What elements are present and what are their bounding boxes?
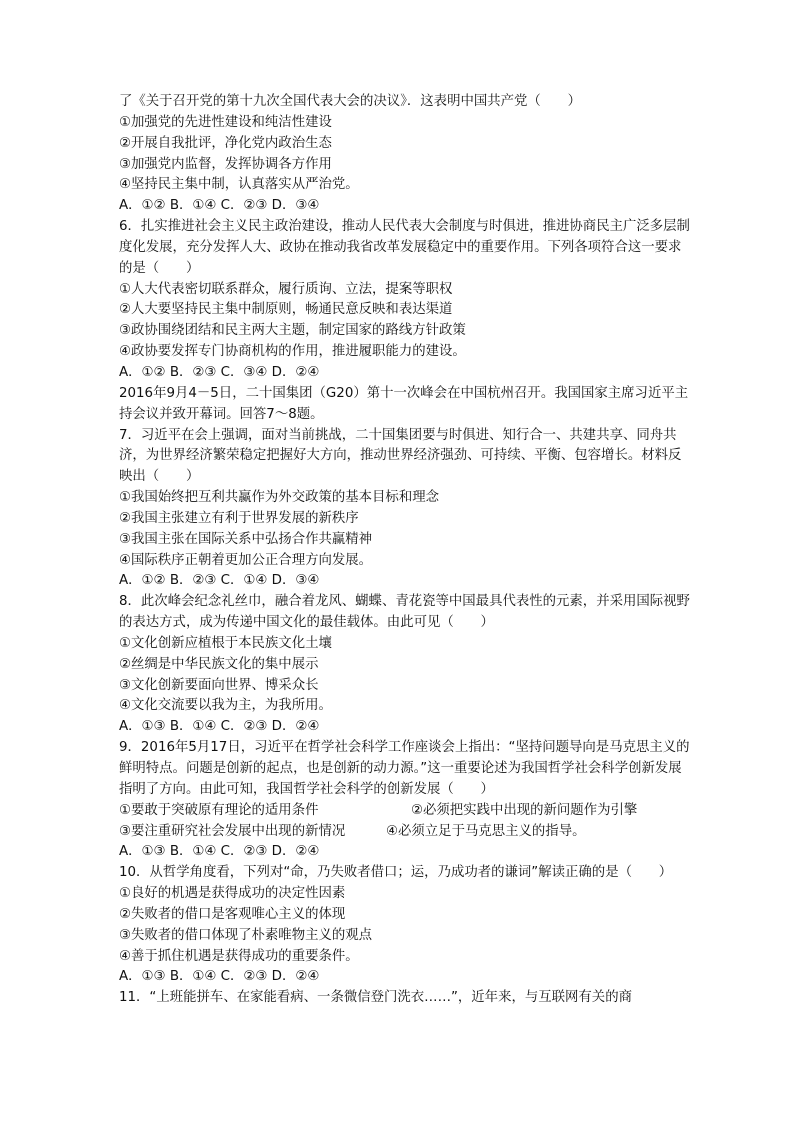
exam-page [119, 92, 691, 1009]
q8-option-3: ③文化创新要面向世界、博采众长 [119, 677, 319, 693]
q10-option-4: ④善于抓住机遇是获得成功的重要条件。 [119, 948, 359, 964]
q9-option-3: ③要注重研究社会发展中出现的新情况 [119, 823, 346, 839]
q5-option-2: ②开展自我批评，净化党内政治生态 [119, 135, 332, 151]
q7-option-1: ①我国始终把互利共赢作为外交政策的基本目标和理念 [119, 490, 439, 506]
q10-answer-choices: A．①③ B．①④ C．②③ D．②④ [119, 969, 320, 985]
q9-answer-choices: A．①③ B．①④ C．②③ D．②④ [119, 844, 320, 860]
q8-answer-choices: A．①③ B．①④ C．②③ D．②④ [119, 719, 320, 735]
q5-answer-choices: A．①② B．①④ C．②③ D．③④ [119, 198, 320, 214]
q5-option-4: ④坚持民主集中制，认真落实从严治党。 [119, 177, 359, 193]
q7-stem: 7．习近平在会上强调，面对当前挑战，二十国集团要与时俱进、知行合一、共建共享、同舟共济，为世界经济繁荣稳定把握好大方向，推动世界经济强劲、可持续、平衡、包容增长。材料反映出（ ） [119, 427, 682, 485]
q6-answer-choices: A．①② B．②③ C．③④ D．②④ [119, 364, 320, 380]
q10-option-3: ③失败者的借口体现了朴素唯物主义的观点 [119, 927, 373, 943]
q7-option-2: ②我国主张建立有利于世界发展的新秩序 [119, 510, 359, 526]
q10-option-2: ②失败者的借口是客观唯心主义的体现 [119, 906, 346, 922]
q5-option-3: ③加强党内监督，发挥协调各方作用 [119, 156, 332, 172]
q7-option-4: ④国际秩序正朝着更加公正合理方向发展。 [119, 552, 373, 568]
q8-stem: 8．此次峰会纪念礼丝巾，融合着龙风、蝴蝶、青花瓷等中国最具代表性的元素，并采用国际视野的表达方式，成为传递中国文化的最佳载体。由此可见（ ） [119, 594, 690, 631]
q9-option-2: ②必须把实践中出现的新问题作为引擎 [411, 802, 638, 818]
q8-option-4: ④文化交流要以我为主，为我所用。 [119, 698, 332, 714]
q9-stem: 9．2016年5月17日，习近平在哲学社会科学工作座谈会上指出：“坚持问题导向是马克思主义的鲜明特点。问题是创新的起点，也是创新的动力源。”这一重要论述为我国哲学社会科学创新发展指明了方向。由此可知，我国哲学社会科学的创新发展（ ） [119, 740, 690, 797]
q6-option-1: ①人大代表密切联系群众，履行质询、立法，提案等职权 [119, 281, 453, 297]
q9-options-row-1 [119, 801, 691, 822]
q10-option-1: ①良好的机遇是获得成功的决定性因素 [119, 886, 346, 902]
q5-option-1: ①加强党的先进性建设和纯洁性建设 [119, 114, 332, 130]
q10-stem: 10．从哲学角度看，下列对“命，乃失败者借口；运，乃成功者的谦词”解读正确的是（ ） [119, 865, 673, 881]
q6-option-4: ④政协要发挥专门协商机构的作用，推进履职能力的建设。 [119, 344, 466, 360]
q6-option-2: ②人大要坚持民主集中制原则，畅通民意反映和表达渠道 [119, 302, 453, 318]
q8-option-1: ①文化创新应植根于本民族文化土壤 [119, 635, 332, 651]
q11-stem: 11．“上班能拼车、在家能看病、一条微信登门洗衣……”，近年来，与互联网有关的商 [119, 990, 632, 1006]
q9-option-4: ④必须立足于马克思主义的指导。 [386, 823, 586, 839]
q8-option-2: ②丝绸是中华民族文化的集中展示 [119, 656, 319, 672]
q9-option-1: ①要敢于突破原有理论的适用条件 [119, 802, 319, 818]
q6-option-3: ③政协围绕团结和民主两大主题，制定国家的路线方针政策 [119, 323, 466, 339]
q7-option-3: ③我国主张在国际关系中弘扬合作共赢精神 [119, 531, 373, 547]
g20-context: 2016年9月4－5日，二十国集团（G20）第十一次峰会在中国杭州召开。我国国家主席习近平主持会议并致开幕词。回答7～8题。 [119, 385, 689, 422]
q7-answer-choices: A．①② B．②③ C．①④ D．③④ [119, 573, 320, 589]
q5-intro: 了《关于召开党的第十九次全国代表大会的决议》．这表明中国共产党（ ） [119, 94, 581, 109]
q9-options-row-2 [119, 822, 691, 843]
q6-stem: 6．扎实推进社会主义民主政治建设，推动人民代表大会制度与时俱进，推进协商民主广泛多层制度化发展，充分发挥人大、政协在推动我省改革发展稳定中的重要作用。下列各项符合这一要求的是（ ） [119, 219, 690, 276]
